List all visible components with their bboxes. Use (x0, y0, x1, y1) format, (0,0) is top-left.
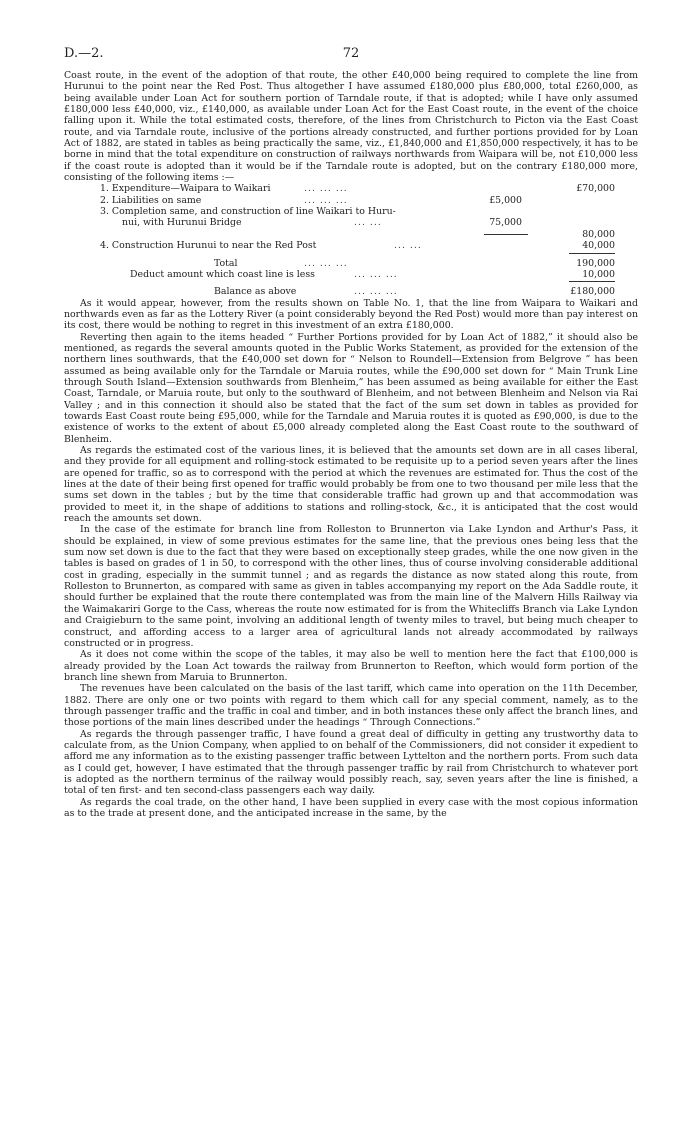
paragraph: As regards the estimated cost of the various lines, it is believed that the amounts set down are in all cases liberal, and they provide for all equipment and rolling-stock estimated to be requisite up to a period seven years after the lines are opened for traffic, so as to correspond with the period at which the revenues are estimated for. Thus the cost of the lines at the date of their being first opened for traffic would probably be from one to two thousand per mile less that the sums set down in the tables ; but by the time that considerable traffic had grown up and that accommodation was provided to meet it, in the shape of additions to stations and rolling-stock, &c., it is anticipated that the cost would reach the amounts set down. (64, 445, 638, 525)
table-row (64, 206, 638, 217)
paragraph: As regards the coal trade, on the other hand, I have been supplied in every case with the most copious information as to the trade at present done, and the anticipated increase in the same, by the (64, 796, 638, 819)
item-subtotal: 75,000 (489, 217, 522, 229)
item-amount: 40,000 (582, 240, 615, 252)
page-header (64, 48, 638, 66)
leader-dots: ... ... ... (304, 183, 348, 195)
table-row (64, 229, 638, 240)
item-label: 2. Liabilities on same (100, 194, 202, 206)
cost-items-table (64, 183, 638, 297)
item-label: 4. Construction Hurunui to near the Red Post (100, 240, 317, 252)
paragraph: As regards the through passenger traffic, I have found a great deal of difficulty in getting any trustworthy data to calculate from, as the Union Company, when applied to on behalf of the Commissioners, did not consider it expedient to afford me any information as to the existing passenger traffic between Lyttelton and the northern ports. From such data as I could get, however, I have estimated that the through passenger traffic by rail from Christchurch to whatever port is adopted as the northern terminus of the railway would possibly reach, say, seven years after the line is finished, a total of ten first- and ten second-class passengers each way daily. (64, 728, 638, 797)
paragraph: As it does not come within the scope of the tables, it may also be well to mention here the fact that £100,000 is already provided by the Loan Act towards the railway from Brunnerton to Reefton, which would form portion of the branch line shewn from Maruia to Brunnerton. (64, 649, 638, 683)
paragraph: Reverting then again to the items headed “ Further Portions provided for by Loan Act of 1882,” it should also be mentioned, as regards the several amounts quoted in the Public Works Statement, as provided for the extension of the northern lines southwards, that the £40,000 set down for “ Nelson to Roundell—Extension from Belgrove ” has been assumed as being available only for the Tarndale or Maruia routes, while the £90,000 set down for “ Main Trunk Line through South Island—Extension southwards from Blenheim,” has been assumed as being available for either the East Coast, Tarndale, or Maruia route, but only to the southward of Blenheim, and not between Blenheim and Nelson via Rai Valley ; and in this connection it should also be stated that the fact of the sum set down in tables as provided for towards East Coast route being £95,000, while for the Tarndale and Maruia routes it is quoted as £90,000, is due to the existence of works to the extent of about £5,000 already completed along the East Coast route to the southward of Blenheim. (64, 331, 638, 445)
paragraph: As it would appear, however, from the results shown on Table No. 1, that the line from Waipara to Waikari and northwards even as far as the Lottery River (a point considerably beyond the Red Post) would more than pay interest on its cost, there would be nothing to regret in this investment of an extra £180,000. (64, 297, 638, 332)
item-amount: 80,000 (582, 228, 615, 240)
item-label: Balance as above (214, 286, 297, 298)
item-label: 3. Completion same, and construction of line Waikari to Huru- (100, 206, 396, 218)
table-row (64, 195, 638, 206)
item-label: nui, with Hurunui Bridge (122, 217, 242, 229)
item-amount: 10,000 (582, 268, 615, 280)
document-reference: D.—2. (64, 46, 104, 61)
item-amount: 190,000 (576, 257, 615, 269)
balance-rule (569, 281, 615, 282)
leader-dots: ... ... (394, 240, 422, 252)
page-number: 72 (342, 46, 360, 61)
table-row (64, 269, 638, 280)
leader-dots: ... ... ... (354, 268, 398, 280)
leader-dots: ... ... ... (304, 257, 348, 269)
paragraph: In the case of the estimate for branch line from Rolleston to Brunnerton via Lake Lyndon and Arthur's Pass, it should be explained, in view of some previous estimates for the same line, that the previous ones being less that the sum now set down is due to the fact that they were based on exceptionally steep grades, while the one now given in the tables is based on grades of 1 in 50, to correspond with the other lines, thus of course involving considerable additional cost in grading, especially in the summit tunnel ; and as regards the distance as now stated along this route, from Rolleston to Brunnerton, as compared with same as given in tables accompanying my report on the Ada Saddle route, it should further be explained that the route there contemplated was from the main line of the Malvern Hills Railway via the Waimakariri Gorge to the Cass, whereas the route now estimated for is from the Whitecliffs Branch via Lake Lyndon and Craigieburn to the same point, involving an additional length of twenty miles to travel, but being much cheaper to construct, and affording access to a larger area of agricultural lands not already accommodated by railways constructed or in progress. (64, 524, 638, 649)
table-row (64, 217, 638, 228)
leader-dots: ... ... (354, 217, 382, 229)
item-label: Deduct amount which coast line is less (130, 268, 315, 280)
leader-dots: ... ... ... (354, 286, 398, 298)
paragraph: The revenues have been calculated on the basis of the last tariff, which came into operation on the 11th December, 1882. There are only one or two points with regard to them which call for any special comment, namely, as to the through passenger traffic and the traffic in coal and timber, and in both instances these only affect the branch lines, and those portions of the main lines described under the headings “ Through Connections.” (64, 683, 638, 729)
table-row (64, 258, 638, 269)
item-label: Total (214, 257, 238, 269)
total-rule (569, 253, 615, 254)
paragraph-intro: Coast route, in the event of the adoption of that route, the other £40,000 being required to complete the line from Hurunui to the point near the Red Post. Thus altogether I have assumed £180,000 plus £80,000, total £260,000, as being available under Loan Act for southern portion of Tarndale route, if that is adopted; while I have only assumed £180,000 less £40,000, viz., £140,000, as available under Loan Act for the East Coast route, in the event of the choice falling upon it. While the total estimated costs, therefore, of the lines from Christchurch to Picton via the East Coast route, and via Tarndale route, inclusive of the portions already constructed, and further portions provided for by Loan Act of 1882, are stated in tables as being practically the same, viz., £1,840,000 and £1,850,000 respectively, it has to be borne in mind that the total expenditure on construction of railways northwards from Waipara will be, not £10,000 less if the coast route is adopted than it would be if the Tarndale route is adopted, but on the contrary £180,000 more, consisting of the following items :— (64, 70, 638, 184)
table-row (64, 286, 638, 297)
item-amount: £70,000 (576, 183, 615, 195)
item-amount: £180,000 (570, 286, 615, 298)
item-label: 1. Expenditure—Waipara to Waikari (100, 183, 271, 195)
table-row (64, 240, 638, 251)
leader-dots: ... ... ... (304, 194, 348, 206)
table-row (64, 183, 638, 194)
item-subtotal: £5,000 (489, 194, 522, 206)
